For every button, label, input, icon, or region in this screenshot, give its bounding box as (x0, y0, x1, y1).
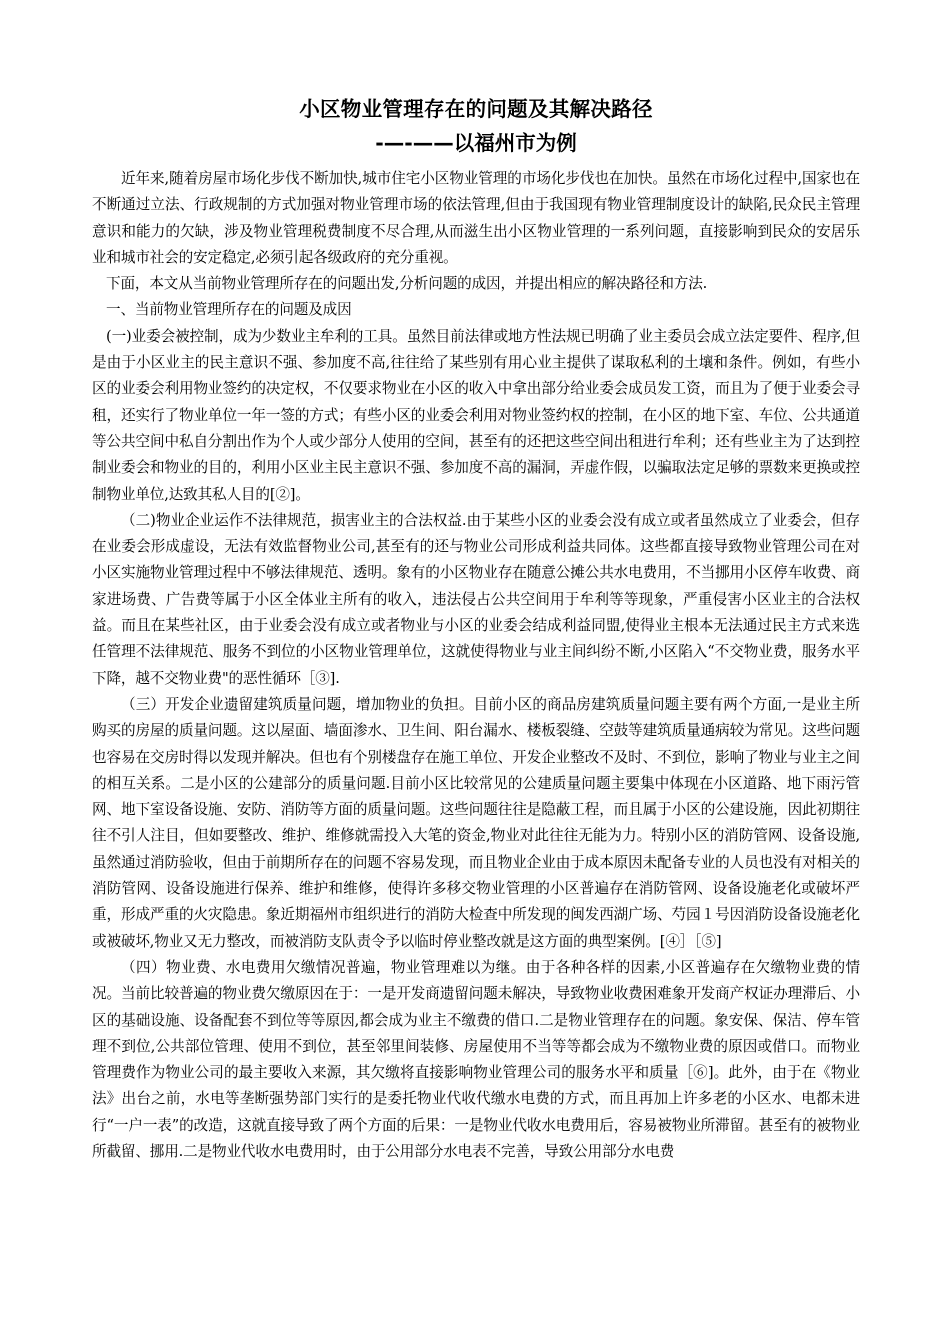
paragraph-issue-3: （三）开发企业遗留建筑质量问题，增加物业的负担。目前小区的商品房建筑质量问题主要有两个方面,一是业主所购买的房屋的质量问题。这以屋面、墙面渗水、卫生间、阳台漏水、楼板裂缝、空鼓等建筑质量通病较为常见。这些问题也容易在交房时得以发现并解决。但也有个别楼盘存在施工单位、开发企业整改不及时、不到位，影响了物业与业主之间的相互关系。二是小区的公建部分的质量问题.目前小区比较常见的公建质量问题主要集中体现在小区道路、地下雨污管网、地下室设备设施、安防、消防等方面的质量问题。这些问题往往是隐蔽工程，而且属于小区的公建设施，因此初期往往不引人注目，但如要整改、维护、维修就需投入大笔的资金,物业对此往往无能为力。特别小区的消防管网、设备设施,虽然通过消防验收，但由于前期所存在的问题不容易发现，而且物业企业由于成本原因未配备专业的人员也没有对相关的消防管网、设备设施进行保养、维护和维修，使得许多移交物业管理的小区普遍存在消防管网、设备设施老化或破坏严重，形成严重的火灾隐患。象近期福州市组织进行的消防大检查中所发现的闽发西湖广场、芍园１号因消防设备设施老化或被破坏,物业又无力整改，而被消防支队责令予以临时停业整改就是这方面的典型案例。[④］［⑤] (92, 695, 860, 950)
paragraph-issue-2: （二)物业企业运作不法律规范，损害业主的合法权益.由于某些小区的业委会没有成立或者虽然成立了业委会，但存在业委会形成虚设，无法有效监督物业公司,甚至有的还与物业公司形成利益共同体。这些都直接导致物业管理公司在对小区实施物业管理过程中不够法律规范、透明。象有的小区物业存在随意公摊公共水电费用，不当挪用小区停车收费、商家进场费、广告费等属于小区全体业主所有的收入，违法侵占公共空间用于牟利等等现象，严重侵害小区业主的合法权益。而且在某些社区，由于业委会没有成立或者物业与小区的业委会结成利益同盟,使得业主根本无法通过民主方式来选任管理不法律规范、服务不到位的小区物业管理单位，这就使得物业与业主间纠纷不断,小区陷入“不交物业费，服务水平下降，越不交物业费"的恶性循环［③]. (92, 511, 860, 687)
paragraph-issue-1: (一)业委会被控制，成为少数业主牟利的工具。虽然目前法律或地方性法规已明确了业主委员会成立法定要件、程序,但是由于小区业主的民主意识不强、参加度不高,往往给了某些别有用心业主提供了谋取私利的土壤和条件。例如，有些小区的业委会利用物业签约的决定权，不仅要求物业在小区的收入中拿出部分给业委会成员发工资，而且为了便于业委会寻租，还实行了物业单位一年一签的方式；有些小区的业委会利用对物业签约权的控制，在小区的地下室、车位、公共通道等公共空间中私自分割出作为个人或少部分人使用的空间，甚至有的还把这些空间出租进行牟利；还有些业主为了达到控制业委会和物业的目的，利用小区业主民主意识不强、参加度不高的漏洞，弄虚作假，以骗取法定足够的票数来更换或控制物业单位,达致其私人目的[②]。 (92, 327, 860, 503)
document-subtitle: -—-——以福州市为例 (375, 131, 577, 155)
document-page (92, 92, 860, 1165)
section-heading: 一、当前物业管理所存在的问题及成因 (106, 301, 352, 319)
document-title: 小区物业管理存在的问题及其解决路径 (299, 97, 653, 121)
paragraph-intro: 近年来,随着房屋市场化步伐不断加快,城市住宅小区物业管理的市场化步伐也在加快。虽然在市场化过程中,国家也在不断通过立法、行政规制的方式加强对物业管理市场的依法管理,但由于我国现有物业管理制度设计的缺陷,民众民主管理意识和能力的欠缺，涉及物业管理税费制度不尽合理,从而滋生出小区物业管理的一系列问题，直接影响到民众的安居乐业和城市社会的安定稳定,必须引起各级政府的充分重视。 (92, 170, 860, 266)
paragraph-outline: 下面，本文从当前物业管理所存在的问题出发,分析问题的成因，并提出相应的解决路径和方法. (106, 275, 708, 293)
paragraph-issue-4: （四）物业费、水电费用欠缴情况普遍，物业管理难以为继。由于各种各样的因素,小区普遍存在欠缴物业费的情况。当前比较普遍的物业费欠缴原因在于：一是开发商遗留问题未解决，导致物业收费困难象开发商产权证办理滞后、小区的基础设施、设备配套不到位等等原因,都会成为业主不缴费的借口.二是物业管理存在的问题。象安保、保洁、停车管理不到位,公共部位管理、使用不到位，甚至邻里间装修、房屋使用不当等等都会成为不缴物业费的原因或借口。而物业管理费作为物业公司的最主要收入来源，其欠缴将直接影响物业管理公司的服务水平和质量［⑥]。此外，由于在《物业法》出台之前，水电等垄断强势部门实行的是委托物业代收代缴水电费的方式，而且再加上许多老的小区水、电都未进行“一户一表”的改造，这就直接导致了两个方面的后果：一是物业代收水电费用后，容易被物业所滞留。甚至有的被物业所截留、挪用.二是物业代收水电费用时，由于公用部分水电表不完善，导致公用部分水电费 (92, 958, 860, 1160)
